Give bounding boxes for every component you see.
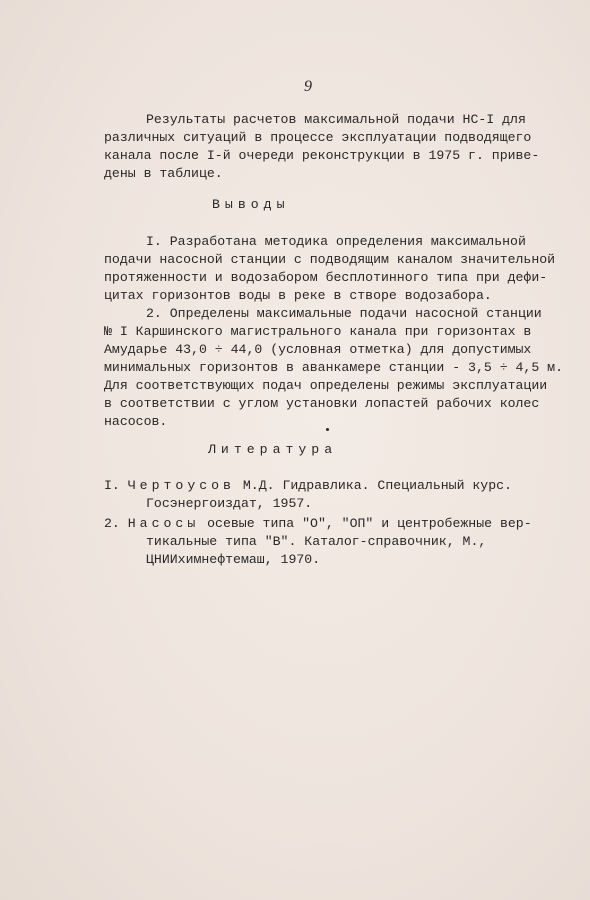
reference-item — [104, 478, 512, 494]
ink-dot — [326, 428, 329, 431]
conclusion-line: подачи насосной станции с подводящим каналом значительной — [104, 252, 556, 267]
reference-continuation: ЦНИИхимнефтемаш, 1970. — [146, 552, 321, 567]
reference-number: 2. — [104, 516, 120, 531]
intro-line: канала после I-й очереди реконструкции в 1975 г. приве- — [104, 148, 540, 163]
intro-line: дены в таблице. — [104, 166, 223, 181]
conclusion-line: № I Каршинского магистрального канала при горизонтах в — [104, 324, 532, 339]
reference-text: М.Д. Гидравлика. Специальный курс. — [234, 478, 512, 493]
conclusion-line: Амударье 43,0 ÷ 44,0 (условная отметка) для допустимых — [104, 342, 532, 357]
reference-author: Чертоусов — [127, 478, 235, 493]
intro-line: Результаты расчетов максимальной подачи НС-I для — [146, 112, 526, 127]
literature-heading: Литература — [208, 442, 338, 457]
reference-number: I. — [104, 478, 120, 493]
conclusion-line: в соответствии с углом установки лопастей рабочих колес — [104, 396, 540, 411]
intro-line: различных ситуаций в процессе эксплуатации подводящего — [104, 130, 532, 145]
conclusion-line: цитах горизонтов воды в реке в створе водозабора. — [104, 288, 492, 303]
reference-item — [104, 516, 532, 532]
conclusion-line: протяженности и водозабором бесплотинного типа при дефи- — [104, 270, 548, 285]
reference-continuation: тикальные типа "В". Каталог-справочник, М., — [146, 534, 487, 549]
conclusion-line: насосов. — [104, 414, 168, 429]
conclusion-line: I. Разработана методика определения максимальной — [146, 234, 526, 249]
conclusions-heading: Выводы — [212, 197, 290, 212]
conclusion-line: Для соответствующих подач определены режимы эксплуатации — [104, 378, 548, 393]
page-number: 9 — [304, 78, 312, 95]
reference-continuation: Госэнергоиздат, 1957. — [146, 496, 313, 511]
conclusion-line: 2. Определены максимальные подачи насосной станции — [146, 306, 542, 321]
reference-text: осевые типа "О", "ОП" и центробежные вер- — [199, 516, 532, 531]
conclusion-line: минимальных горизонтов в аванкамере станции - 3,5 ÷ 4,5 м. — [104, 360, 563, 375]
reference-author: Насосы — [127, 516, 200, 531]
